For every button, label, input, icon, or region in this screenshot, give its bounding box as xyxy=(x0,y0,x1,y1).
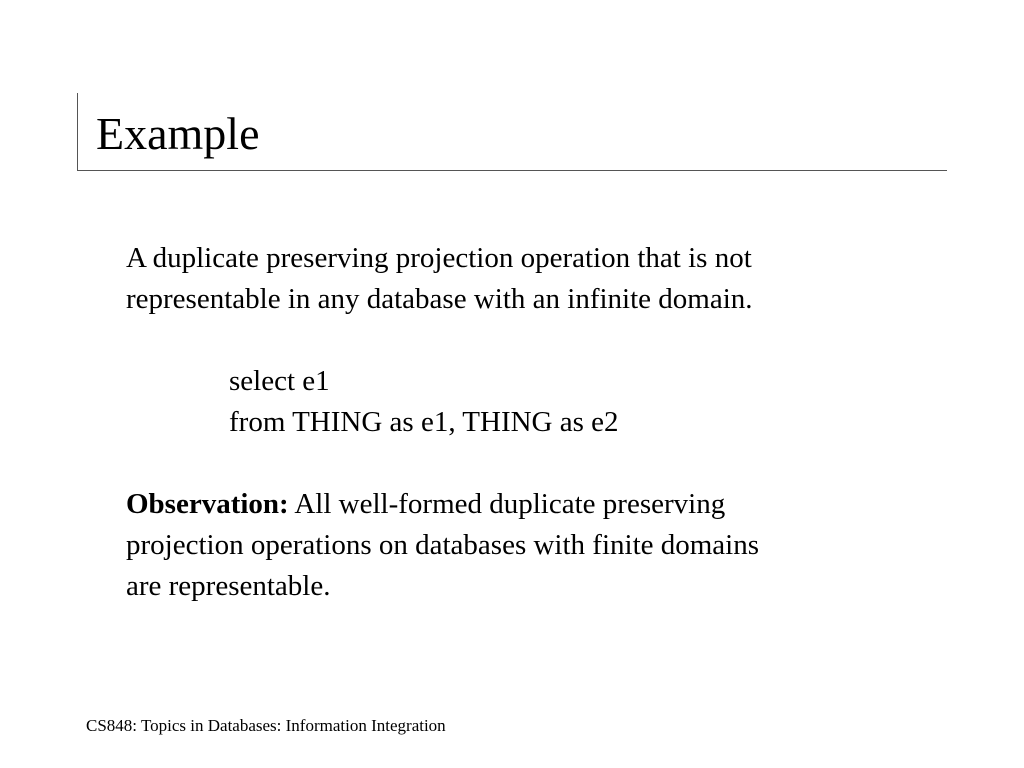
title-horizontal-rule xyxy=(77,170,947,171)
intro-line-2: representable in any database with an infinite domain. xyxy=(126,283,753,315)
slide-footer: CS848: Topics in Databases: Information Integration xyxy=(86,716,446,735)
observation-label: Observation: xyxy=(126,488,289,520)
intro-paragraph xyxy=(126,238,753,320)
observation-paragraph xyxy=(126,484,759,607)
observation-line-2: projection operations on databases with finite domains xyxy=(126,529,760,561)
slide-title: Example xyxy=(96,108,260,159)
intro-line-1: A duplicate preserving projection operation that is not xyxy=(126,242,752,274)
observation-line-1-text: All well-formed duplicate preserving xyxy=(288,488,726,520)
observation-line-3: are representable. xyxy=(126,570,331,602)
sql-query xyxy=(229,361,619,443)
observation-line-1 xyxy=(126,484,759,525)
query-select-line: select e1 xyxy=(229,365,330,397)
query-from-line: from THING as e1, THING as e2 xyxy=(229,406,619,438)
title-vertical-rule xyxy=(77,93,78,170)
